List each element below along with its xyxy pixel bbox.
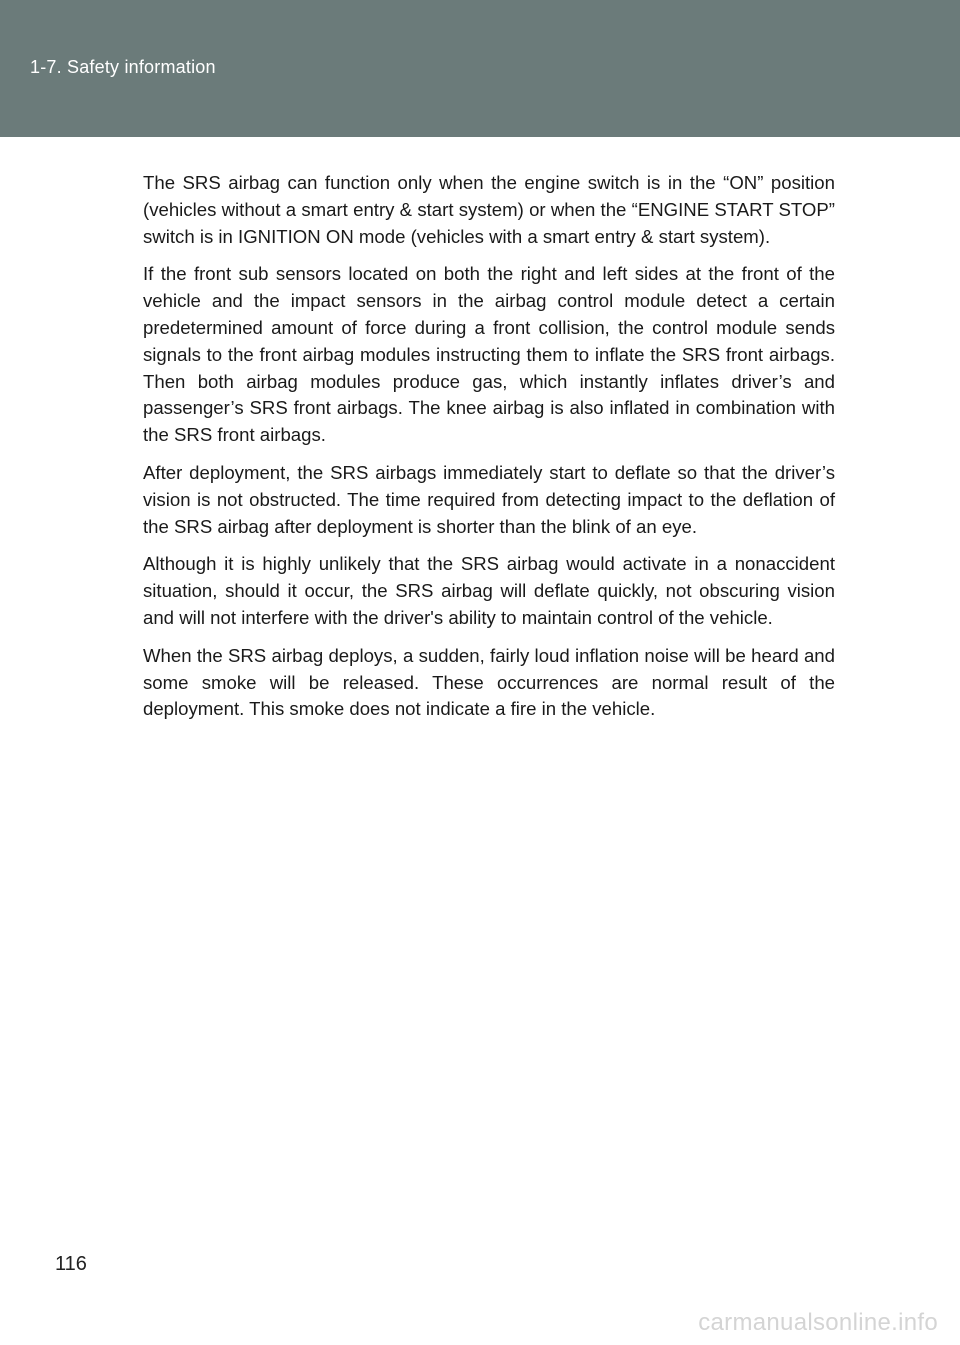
watermark: carmanualsonline.info bbox=[698, 1309, 938, 1336]
paragraph-non-accident: Although it is highly unlikely that the SRS airbag would activate in a nonaccident situation, should it occur, the SRS airbag will deflate quickly, not obscuring vision and will not interfere with the driver's ability to maintain control of the vehicle. bbox=[143, 553, 835, 628]
page-number: 116 bbox=[55, 1253, 87, 1275]
header-band bbox=[0, 0, 960, 137]
paragraph-noise-smoke: When the SRS airbag deploys, a sudden, fairly loud inflation noise will be heard and some smoke will be released. These occurrences are normal result of the deployment. This smoke does not indicate a fire in the vehicle. bbox=[143, 644, 835, 720]
section-title: 1-7. Safety information bbox=[30, 57, 216, 77]
paragraph-sensor-deployment: If the front sub sensors located on both the right and left sides at the front of the vehicle and the impact sensors in the airbag control module detect a certain predetermined amount of force during a front collision, the control module sends signals to the front airbag modules instructing them to inflate the SRS front airbags. Then both airbag modules produce gas, which instantly inflates driver’s and passenger’s SRS front airbags. The knee airbag is also inflated in combination with the SRS front airbags. bbox=[143, 263, 835, 446]
paragraph-deflation: After deployment, the SRS airbags immediately start to deflate so that the driver’s vision is not obstructed. The time required from detecting impact to the deflation of the SRS airbag after deployment is shorter than the blink of an eye. bbox=[143, 461, 835, 537]
paragraph-airbag-function: The SRS airbag can function only when the engine switch is in the “ON” position (vehicles without a smart entry & start system) or when the “ENGINE START STOP” switch is in IGNITION ON mode (vehicles with a smart entry & start system). bbox=[143, 172, 835, 247]
body-text bbox=[143, 170, 835, 734]
